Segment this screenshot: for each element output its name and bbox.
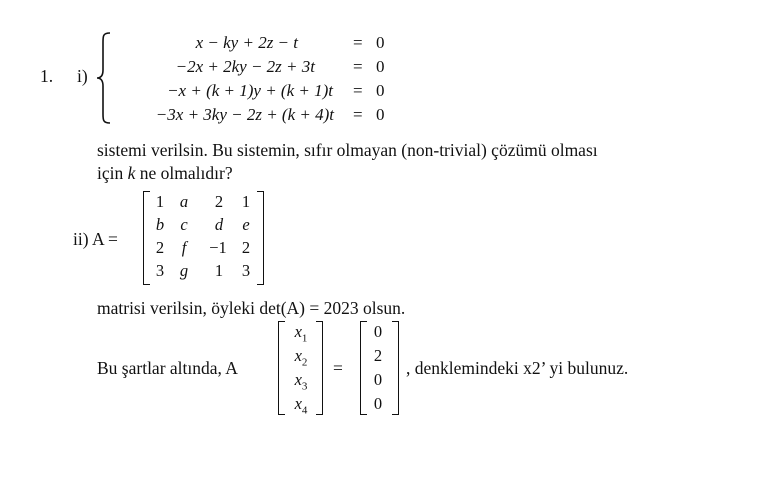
x-vector-left-bracket xyxy=(278,321,285,415)
equation-lhs: x − ky + 2z − t xyxy=(195,33,298,52)
part-i-question xyxy=(97,163,233,184)
b-vector-entry: 0 xyxy=(373,322,383,341)
b-vector-entry: 0 xyxy=(373,370,383,389)
question-prefix: için xyxy=(97,163,128,183)
b-vector-left-bracket xyxy=(360,321,367,415)
equation-lhs: −x + (k + 1)y + (k + 1)t xyxy=(167,81,333,100)
part-i-label: i) xyxy=(77,66,88,86)
x-vector-right-bracket xyxy=(316,321,323,415)
matrix-cell: f xyxy=(181,238,187,257)
matrix-cell: 2 xyxy=(241,238,251,257)
condition-prefix: Bu şartlar altında, A xyxy=(97,358,238,378)
question-suffix: ne olmalıdır? xyxy=(135,163,233,183)
matrix-cell: 2 xyxy=(155,238,165,257)
vector-equals: = xyxy=(333,358,343,378)
matrix-cell: 1 xyxy=(241,192,251,211)
x-vector-entry: $x_4$ xyxy=(294,394,308,417)
equation-equals: = xyxy=(353,57,363,76)
b-vector-entry: 0 xyxy=(373,394,383,413)
equation-lhs: −3x + 3ky − 2z + (k + 4)t xyxy=(155,105,334,124)
part-ii-label: ii) A = xyxy=(73,229,118,249)
equation-equals: = xyxy=(353,33,363,52)
matrix-cell: c xyxy=(180,215,188,234)
equation-equals: = xyxy=(353,81,363,100)
matrix-cell: −1 xyxy=(209,238,227,257)
matrix-cell: 3 xyxy=(241,261,251,280)
matrix-cell: d xyxy=(214,215,224,234)
equation-rhs: 0 xyxy=(376,57,385,76)
matrix-cell: 2 xyxy=(214,192,224,211)
determinant-statement: matrisi verilsin, öyleki det(A) = 2023 olsun. xyxy=(97,298,406,318)
equation-rhs: 0 xyxy=(376,33,385,52)
matrix-cell: e xyxy=(242,215,250,234)
part-i-text: sistemi verilsin. Bu sistemin, sıfır olmayan (non-trivial) çözümü olması xyxy=(97,140,598,160)
x-vector-entry: $x_3$ xyxy=(294,370,308,393)
matrix-cell: b xyxy=(155,215,165,234)
matrix-cell: g xyxy=(179,261,189,280)
x-vector-entry: $x_1$ xyxy=(294,322,308,345)
equation-lhs: −2x + 2ky − 2z + 3t xyxy=(175,57,315,76)
part-ii-text xyxy=(97,298,405,319)
matrix-cell: 1 xyxy=(155,192,165,211)
condition-suffix: , denklemindeki x2’ yi bulunuz. xyxy=(406,358,629,378)
problem-number: 1. xyxy=(40,66,54,86)
matrix-cell: 3 xyxy=(155,261,165,280)
equation-rhs: 0 xyxy=(376,105,385,124)
equation-rhs: 0 xyxy=(376,81,385,100)
matrix-cell: a xyxy=(179,192,189,211)
equation-equals: = xyxy=(353,105,363,124)
variable-k: k xyxy=(127,163,136,183)
x-vector-entry: $x_2$ xyxy=(294,346,308,369)
matrix-right-bracket xyxy=(257,191,264,285)
b-vector-right-bracket xyxy=(392,321,399,415)
b-vector-entry: 2 xyxy=(373,346,383,365)
matrix-cell: 1 xyxy=(214,261,224,280)
